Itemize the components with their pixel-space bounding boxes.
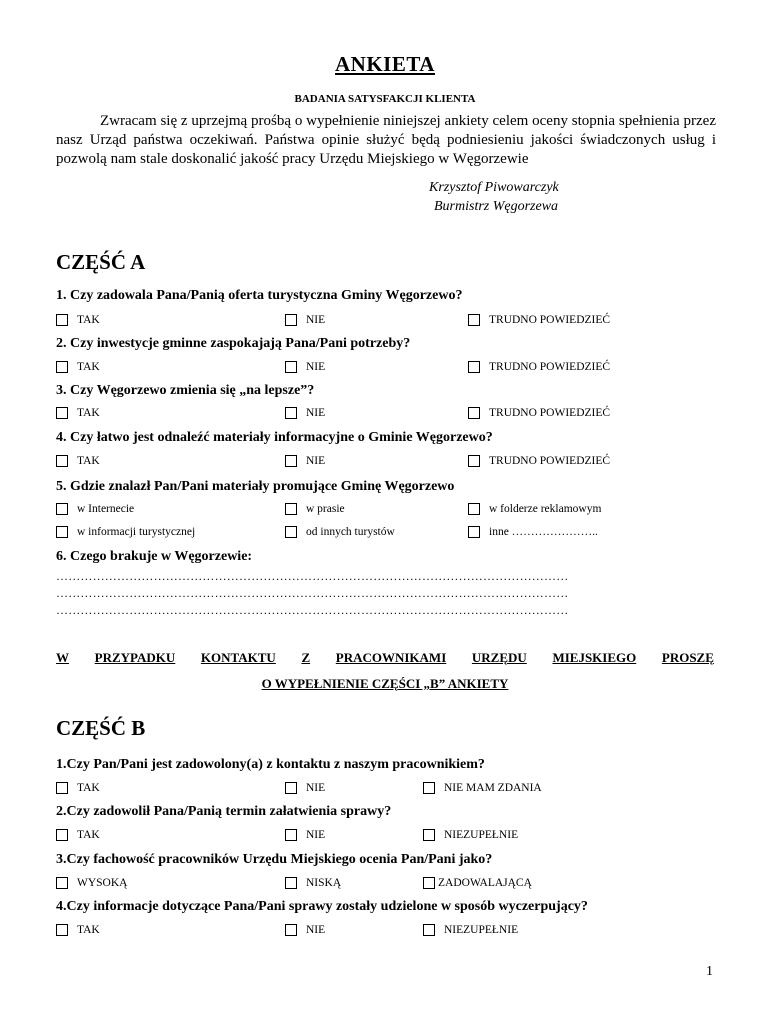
option-a3-trudno[interactable]: TRUDNO POWIEDZIEĆ — [468, 407, 610, 419]
option-a4-trudno[interactable]: TRUDNO POWIEDZIEĆ — [468, 455, 610, 467]
question-a3: 3. Czy Węgorzewo zmienia się „na lepsze”? — [56, 383, 315, 398]
option-a5-informacja[interactable]: w informacji turystycznej — [56, 526, 195, 538]
option-b1-nie[interactable]: NIE — [285, 782, 325, 794]
option-a2-nie[interactable]: NIE — [285, 361, 325, 373]
checkbox-icon — [468, 526, 480, 538]
answer-line-3[interactable]: ……………………………………………………………………………………………………………… — [56, 603, 569, 617]
question-b4: 4.Czy informacje dotyczące Pana/Pani sprawy zostały udzielone w sposób wyczerpujący? — [56, 899, 588, 914]
option-b3-wysoka[interactable]: WYSOKĄ — [56, 877, 127, 889]
checkbox-icon — [423, 829, 435, 841]
checkbox-icon — [285, 503, 297, 515]
checkbox-icon — [423, 782, 435, 794]
checkbox-icon — [285, 361, 297, 373]
checkbox-icon — [56, 361, 68, 373]
option-a5-turysci[interactable]: od innych turystów — [285, 526, 395, 538]
intro-paragraph: Zwracam się z uprzejmą prośbą o wypełnienie niniejszej ankiety celem oceny stopnia spełnienia przez nasz Urząd państwa oczekiwań. Państwa opinie służyć będą podniesieniu jakości świadczonych usług i pozwolą nam stale doskonalić jakość pracy Urzędu Miejskiego w Węgorzewie — [56, 113, 716, 167]
option-b1-nie-mam-zdania[interactable]: NIE MAM ZDANIA — [423, 782, 542, 794]
answer-line-1[interactable]: ……………………………………………………………………………………………………………… — [56, 569, 569, 583]
option-a3-nie[interactable]: NIE — [285, 407, 325, 419]
question-a6: 6. Czego brakuje w Węgorzewie: — [56, 549, 253, 564]
option-a4-nie[interactable]: NIE — [285, 455, 325, 467]
checkbox-icon — [56, 829, 68, 841]
checkbox-icon — [468, 361, 480, 373]
option-a1-tak[interactable]: TAK — [56, 314, 100, 326]
option-a5-inne[interactable]: inne ………………….. — [468, 526, 598, 538]
question-a5: 5. Gdzie znalazł Pan/Pani materiały promujące Gminę Węgorzewo — [56, 479, 455, 494]
option-a3-tak[interactable]: TAK — [56, 407, 100, 419]
checkbox-icon — [423, 924, 435, 936]
part-a-heading: CZĘŚĆ A — [56, 250, 146, 274]
option-a2-trudno[interactable]: TRUDNO POWIEDZIEĆ — [468, 361, 610, 373]
checkbox-icon — [56, 503, 68, 515]
document-subtitle: BADANIA SATYSFAKCJI KLIENTA — [294, 93, 476, 105]
question-a4: 4. Czy łatwo jest odnaleźć materiały informacyjne o Gminie Węgorzewo? — [56, 430, 493, 445]
option-a1-trudno[interactable]: TRUDNO POWIEDZIEĆ — [468, 314, 610, 326]
checkbox-icon — [468, 407, 480, 419]
question-b1: 1.Czy Pan/Pani jest zadowolony(a) z kontaktu z naszym pracownikiem? — [56, 757, 485, 772]
option-b3-niska[interactable]: NISKĄ — [285, 877, 341, 889]
checkbox-icon — [285, 924, 297, 936]
question-b2: 2.Czy zadowolił Pana/Panią termin załatwienia sprawy? — [56, 804, 392, 819]
question-b3: 3.Czy fachowość pracowników Urzędu Miejskiego ocenia Pan/Pani jako? — [56, 852, 493, 867]
checkbox-icon — [285, 314, 297, 326]
option-b4-tak[interactable]: TAK — [56, 924, 100, 936]
checkbox-icon — [468, 314, 480, 326]
checkbox-icon — [56, 455, 68, 467]
checkbox-icon — [285, 829, 297, 841]
answer-line-2[interactable]: ……………………………………………………………………………………………………………… — [56, 586, 569, 600]
page-number: 1 — [706, 964, 713, 979]
option-a5-internet[interactable]: w Internecie — [56, 503, 134, 515]
option-b2-tak[interactable]: TAK — [56, 829, 100, 841]
option-b3-zadowalajaca[interactable]: ZADOWALAJĄCĄ — [423, 877, 532, 889]
question-a2: 2. Czy inwestycje gminne zaspokajają Pana/Pani potrzeby? — [56, 336, 411, 351]
checkbox-icon — [285, 877, 297, 889]
signature-name: Krzysztof Piwowarczyk — [429, 180, 559, 195]
option-a1-nie[interactable]: NIE — [285, 314, 325, 326]
checkbox-icon — [468, 503, 480, 515]
part-b-heading: CZĘŚĆ B — [56, 716, 146, 740]
question-a1: 1. Czy zadowala Pana/Panią oferta turystyczna Gminy Węgorzewo? — [56, 288, 463, 303]
checkbox-icon — [56, 314, 68, 326]
checkbox-icon — [56, 526, 68, 538]
option-a5-prasa[interactable]: w prasie — [285, 503, 345, 515]
checkbox-icon — [56, 877, 68, 889]
option-a4-tak[interactable]: TAK — [56, 455, 100, 467]
option-a5-folder[interactable]: w folderze reklamowym — [468, 503, 601, 515]
option-a2-tak[interactable]: TAK — [56, 361, 100, 373]
option-b2-niezupelnie[interactable]: NIEZUPEŁNIE — [423, 829, 518, 841]
checkbox-icon — [285, 526, 297, 538]
checkbox-icon — [423, 877, 435, 889]
document-title: ANKIETA — [335, 52, 435, 76]
notice-line-2: O WYPEŁNIENIE CZĘŚCI „B” ANKIETY — [261, 676, 509, 691]
option-b4-nie[interactable]: NIE — [285, 924, 325, 936]
checkbox-icon — [56, 407, 68, 419]
checkbox-icon — [285, 455, 297, 467]
option-b2-nie[interactable]: NIE — [285, 829, 325, 841]
checkbox-icon — [468, 455, 480, 467]
checkbox-icon — [56, 924, 68, 936]
checkbox-icon — [56, 782, 68, 794]
signature-role: Burmistrz Węgorzewa — [434, 199, 559, 214]
option-b1-tak[interactable]: TAK — [56, 782, 100, 794]
notice-line-1: W PRZYPADKU KONTAKTU Z PRACOWNIKAMI URZĘDU MIEJSKIEGO PROSZĘ — [56, 650, 714, 665]
checkbox-icon — [285, 407, 297, 419]
checkbox-icon — [285, 782, 297, 794]
option-b4-niezupelnie[interactable]: NIEZUPEŁNIE — [423, 924, 518, 936]
